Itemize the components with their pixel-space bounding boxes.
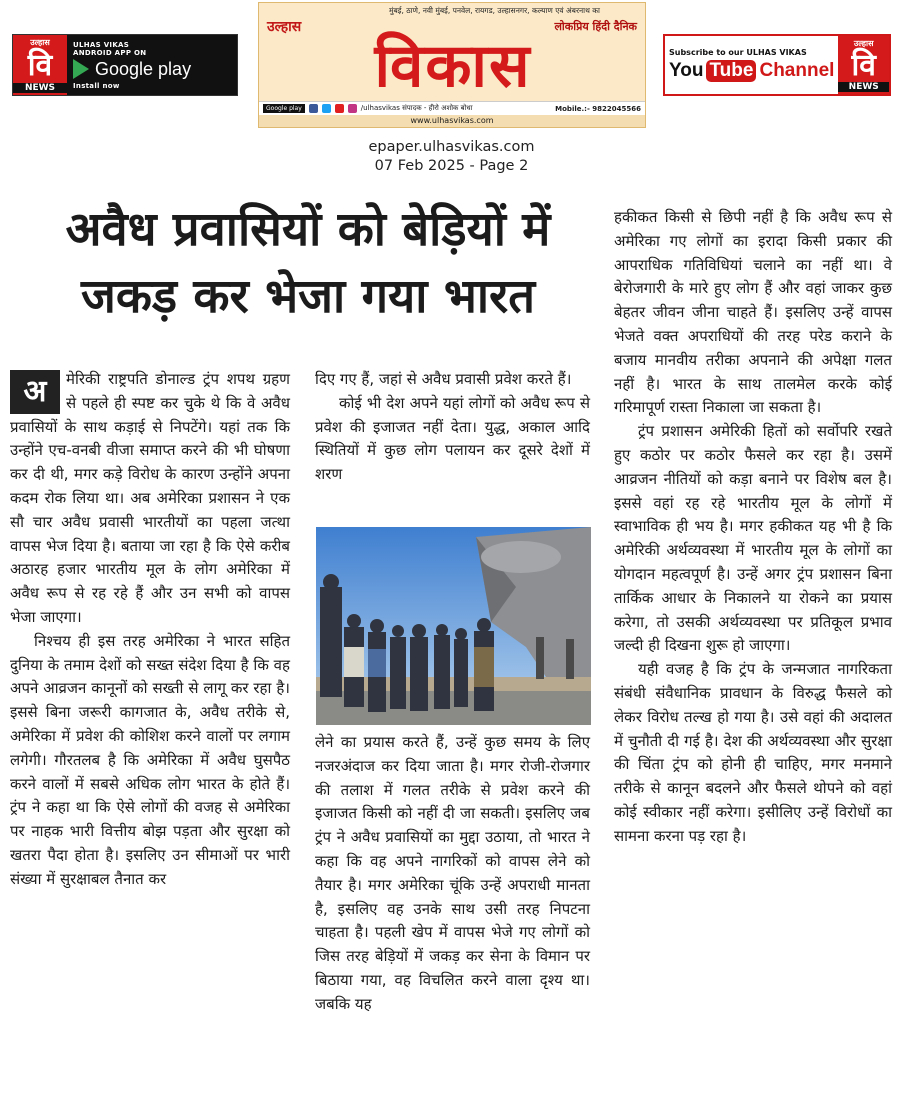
logo-badge-top: उल्हास xyxy=(30,38,50,47)
subscribe-prefix: Subscribe to our xyxy=(669,48,744,57)
col2-paragraph-3: लेने का प्रयास करते हैं, उन्हें कुछ समय के लिए नजरअंदाज कर दिया जाता है। मगर रोजी-रोजगार की तलाश में गलत तरीके से प्रवेश करने की इजाजत किसी को नहीं दी जा सकती। इसलिए जब ट्रंप ने अवैध प्रवासियों का मुद्दा उठाया, तो भारत ने कहा कि वह अपने नागरिकों को वापस लेने को तैयार है। मगर अमेरिका चूंकि उन्हें अपराधी मानता है, इसलिए वह उनके साथ उसी तरह निपटना चाहता है। पहली खेप में वापस भेजे गए लोगों को जिस तरह बेड़ियों में जकड़ कर सेना के विमान पर बिठाया गया, वह विचलित करने वाला दृश्य था। जबकि यह xyxy=(315,733,590,1013)
logo-badge-news-right: NEWS xyxy=(838,82,889,92)
newspaper-logo[interactable] xyxy=(258,2,646,128)
headline-line-1: अवैध प्रवासियों को बेड़ियों में xyxy=(65,202,551,257)
instagram-icon[interactable] xyxy=(348,104,357,113)
brand-tagline: लोकप्रिय हिंदी दैनिक xyxy=(554,20,637,33)
deportation-photo xyxy=(316,527,591,725)
headline-line-2: जकड़ कर भेजा गया भारत xyxy=(80,269,536,324)
twitter-icon[interactable] xyxy=(322,104,331,113)
article-column-2-top xyxy=(315,368,590,487)
logo-badge-letter-right: वि xyxy=(851,47,876,83)
brand-small-name: उल्हास xyxy=(267,19,302,35)
article-column-1 xyxy=(10,368,290,892)
page-meta xyxy=(0,138,903,176)
google-play-promo[interactable] xyxy=(12,34,238,96)
date-and-page: 07 Feb 2025 - Page 2 xyxy=(374,158,529,174)
ulhas-vikas-news-logo-right xyxy=(838,36,889,94)
coverage-cities: मुंबई, ठाणे, नवी मुंबई, पनवेल, रायगड, उल्हासनगर, कल्याण एवं अंबरनाथ का xyxy=(389,6,601,15)
google-play-icon xyxy=(73,59,89,79)
subscribe-brand: ULHAS VIKAS xyxy=(746,48,807,57)
logo-badge-letter: वि xyxy=(27,47,53,83)
mini-google-play-badge[interactable]: Google play xyxy=(263,104,305,113)
article-column-3 xyxy=(614,206,892,849)
drop-cap: अ xyxy=(10,370,60,414)
col3-paragraph-3: यही वजह है कि ट्रंप के जन्मजात नागरिकता संबंधी संवैधानिक प्रावधान के विरुद्ध फैसले को लेकर विरोध तल्ख हो गया है। उसे वहां की अदालत में चुनौती दी गई है। देश की अर्थव्यवस्था और सुरक्षा की चिंता ट्रंप को होनी ही चाहिए, मगर मनमाने तरीके से कानून बदलने और फैसले थोपने को वहां कोई स्वीकार नहीं करेगा। इसीलिए उन्हें विरोधों का सामना करना पड़ रहा है। xyxy=(614,660,892,845)
google-play-text xyxy=(67,35,237,95)
youtube-you: You xyxy=(669,60,704,81)
article-column-2-bottom xyxy=(315,731,590,1017)
deportation-photo-illustration xyxy=(316,527,591,725)
epaper-site[interactable]: epaper.ulhasvikas.com xyxy=(368,139,535,155)
facebook-icon[interactable] xyxy=(309,104,318,113)
youtube-subscribe-promo[interactable] xyxy=(663,34,891,96)
col3-paragraph-1: हकीकत किसी से छिपी नहीं है कि अवैध रूप से अमेरिका गए लोगों का इरादा किसी प्रकार की आपराधिक गतिविधियां चलाने का नहीं था। वे बेरोजगारी के मारे हुए लोग हैं और वहां जाकर कुछ बेहतर जीवन जीना चाहते हैं। इसलिए उन्हें वापस भेजते वक्त अपराधियों की तरह परेड कराने के बजाय मानवीय तरीका अपनाने की अपेक्षा गलत नहीं है। भारत के साथ तालमेल करके कोई गरिमापूर्ण रास्ता निकाला जा सकता है। xyxy=(614,208,892,417)
brand-info-strip xyxy=(259,101,645,115)
website-url[interactable]: www.ulhasvikas.com xyxy=(259,115,645,127)
promo-brand-line: ULHAS VIKAS xyxy=(73,40,130,49)
article-headline xyxy=(10,196,606,330)
subscribe-line xyxy=(669,48,834,57)
masthead xyxy=(0,0,903,132)
youtube-channel-word: Channel xyxy=(759,60,835,81)
col3-paragraph-2: ट्रंप प्रशासन अमेरिकी हितों को सर्वोपरि रखते हुए कठोर पर कठोर फैसले कर रहा है। उसमें आव्रजन नीतियों को कड़ा बनाने पर विशेष बल है। इससे वहां रह रहे भारतीय मूल के लोगों में स्वाभाविक ही भय है। मगर हकीकत यह भी है कि अमेरिकी अर्थव्यवस्था में भारतीय मूल के लोगों का योगदान महत्वपूर्ण है। उन्हें अगर ट्रंप प्रशासन बिना तार्किक आधार के निकालने या रोकने का प्रयास करेगा, तो उसकी अर्थव्यवस्था पर प्रतिकूल प्रभाव जल्दी ही दिखना शुरू हो जाएगा। xyxy=(614,422,892,655)
editor-handle: /ulhasvikas संपादक - हीरो अशोक बोधा xyxy=(360,104,473,112)
youtube-text xyxy=(665,36,838,94)
install-now-label: Install now xyxy=(73,81,120,90)
col2-paragraph-1: दिए गए हैं, जहां से अवैध प्रवासी प्रवेश करते हैं। xyxy=(315,370,572,388)
col1-paragraph-2: निश्चय ही इस तरह अमेरिका ने भारत सहित दुनिया के तमाम देशों को सख्त संदेश दिया है कि वह अपने आव्रजन कानूनों को सख्ती से लागू कर रहा है। इससे बिना जरूरी कागजात के, अवैध तरीके से, अमेरिका में प्रवेश की कोशिश करने वालों पर लगाम लगेगी। गौरतलब है कि अमेरिका में अवैध घुसपैठ करने वालों में सबसे अधिक लोग भारत के होते हैं। ट्रंप ने कहा था कि ऐसे लोगों की वजह से अमेरिका पर नाहक भारी वित्तीय बोझ पड़ता और सुरक्षा को खतरा पैदा होता है। इसलिए उन सीमाओं पर भारी संख्या में सुरक्षाबल तैनात कर xyxy=(10,631,290,888)
youtube-tube: Tube xyxy=(706,60,756,82)
android-app-line: ANDROID APP ON xyxy=(73,48,147,57)
google-play-label: Google play xyxy=(95,58,192,79)
col1-paragraph-1: मेरिकी राष्ट्रपति डोनाल्ड ट्रंप शपथ ग्रहण से पहले ही स्पष्ट कर चुके थे कि वे अवैध प्रवासियों के साथ कड़ाई से निपटेंगे। यहां तक कि उन्होंने एच-वनबी वीजा समाप्त करने की भी घोषणा कर दी थी, मगर कड़े विरोध के कारण उन्होंने अपना कदम रोक लिया था। अब अमेरिका प्रशासन ने एक सौ चार अवैध प्रवासी भारतीयों का पहला जत्था वापस भेज दिया है। बताया जा रहा है कि ऐसे करीब अठारह हजार भारतीय मूल के लोग अमेरिका में अवैध रूप से रह रहे हैं और उन सभी को वापस भेजा जाएगा। xyxy=(10,370,290,626)
logo-badge-top-right: उल्हास xyxy=(853,39,874,48)
youtube-channel-logo xyxy=(669,60,834,82)
col2-paragraph-2: कोई भी देश अपने यहां लोगों को अवैध रूप से प्रवेश की इजाजत नहीं देता। युद्ध, अकाल आदि स्थितियों में कुछ लोग पलायन कर दूसरे देशों में शरण xyxy=(315,393,590,484)
brand-big-name: विकास xyxy=(374,31,532,101)
logo-badge-news: NEWS xyxy=(13,83,67,93)
ulhas-vikas-news-logo xyxy=(13,35,67,95)
mobile-number: Mobile.:- 9822045566 xyxy=(555,104,641,113)
youtube-icon[interactable] xyxy=(335,104,344,113)
